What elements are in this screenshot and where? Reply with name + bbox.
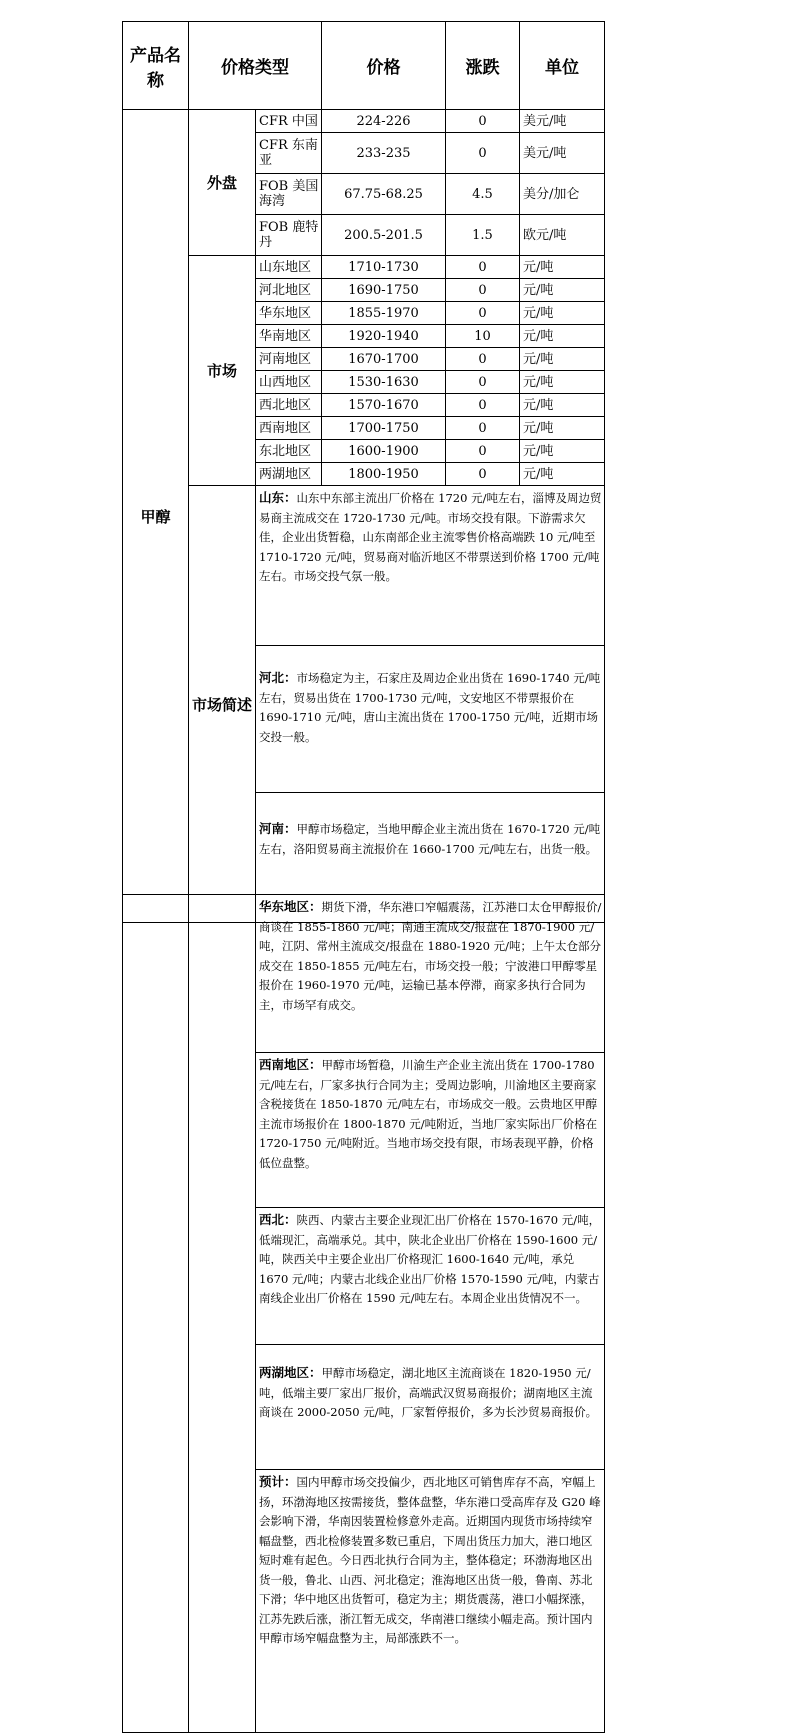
table-row xyxy=(123,110,605,133)
row-change: 0 xyxy=(446,302,520,325)
header-change: 涨跌 xyxy=(446,22,520,110)
methanol-summary-continued xyxy=(122,894,605,1733)
row-type: 西北地区 xyxy=(256,394,322,417)
summary-entry-shandong xyxy=(256,486,605,646)
row-type: FOB 美国海湾 xyxy=(256,174,322,215)
row-change: 0 xyxy=(446,256,520,279)
header-product: 产品名称 xyxy=(123,22,189,110)
row-type: CFR 中国 xyxy=(256,110,322,133)
header-price-type: 价格类型 xyxy=(189,22,322,110)
row-unit: 元/吨 xyxy=(520,417,605,440)
row-type: 华南地区 xyxy=(256,325,322,348)
summary-entry-lianghu xyxy=(256,1345,605,1470)
row-type: 河南地区 xyxy=(256,348,322,371)
row-unit: 元/吨 xyxy=(520,440,605,463)
summary-region: 河北： xyxy=(259,670,297,685)
summary-region: 西南地区： xyxy=(259,1057,322,1072)
empty-product-cell xyxy=(123,895,189,1733)
row-change: 0 xyxy=(446,417,520,440)
row-unit: 元/吨 xyxy=(520,394,605,417)
summary-text: 山东中东部主流出厂价格在 1720 元/吨左右，淄博及周边贸易商主流成交在 1720-1730 元/吨。市场交投有限。下游需求欠佳，企业出货暂稳，山东南部企业主流零售价格高端跌 10 元/吨至 1710-1720 元/吨，贸易商对临沂地区不带票送到价格 1700 元/吨左右。市场交投气氛一般。 xyxy=(259,491,602,583)
summary-text: 国内甲醇市场交投偏少，西北地区可销售库存不高，窄幅上扬，环渤海地区按需接货，整体盘整，华东港口受高库存及 G20 峰会影响下滑，华南因装置检修意外走高。近期国内现货市场持续窄幅盘整，西北检修装置多数已重启，下周出货压力加大，港口地区短时难有起色。今日西北执行合同为主，整体稳定；环渤海地区出货一般，鲁北、山西、河北稳定；淮海地区出货一般，鲁南、苏北下滑；华中地区出货暂可，稳定为主；期货震荡，港口小幅探涨，江苏先跌后涨，浙江暂无成交，华南港口继续小幅走高。预计国内甲醇市场窄幅盘整为主，局部涨跌不一。 xyxy=(259,1475,601,1645)
row-unit: 元/吨 xyxy=(520,256,605,279)
row-price: 224-226 xyxy=(322,110,446,133)
row-change: 0 xyxy=(446,279,520,302)
row-price: 1690-1750 xyxy=(322,279,446,302)
row-unit: 元/吨 xyxy=(520,348,605,371)
row-unit: 美元/吨 xyxy=(520,133,605,174)
summary-text: 市场稳定为主，石家庄及周边企业出货在 1690-1740 元/吨左右，贸易出货在 1700-1730 元/吨，文安地区不带票报价在 1690-1710 元/吨，唐山主流出货在 1700-1750 元/吨，近期市场交投一般。 xyxy=(259,671,601,744)
row-price: 1530-1630 xyxy=(322,371,446,394)
row-price: 1710-1730 xyxy=(322,256,446,279)
row-type: 山西地区 xyxy=(256,371,322,394)
summary-region: 预计： xyxy=(259,1474,297,1489)
row-price: 1570-1670 xyxy=(322,394,446,417)
header-unit: 单位 xyxy=(520,22,605,110)
row-type: FOB 鹿特丹 xyxy=(256,215,322,256)
summary-text: 甲醇市场稳定，湖北地区主流商谈在 1820-1950 元/吨，低端主要厂家出厂报价，高端武汉贸易商报价；湖南地区主流商谈在 2000-2050 元/吨，厂家暂停报价，多为长沙贸易商报价。 xyxy=(259,1366,598,1419)
summary-region: 山东： xyxy=(259,490,297,505)
row-unit: 元/吨 xyxy=(520,279,605,302)
row-change: 0 xyxy=(446,440,520,463)
summary-region: 华东地区： xyxy=(259,899,322,914)
empty-category-cell xyxy=(189,895,256,1733)
summary-entry-xibei xyxy=(256,1208,605,1345)
row-price: 1600-1900 xyxy=(322,440,446,463)
row-change: 0 xyxy=(446,371,520,394)
summary-entry-hebei xyxy=(256,646,605,793)
summary-region: 河南： xyxy=(259,821,297,836)
row-change: 0 xyxy=(446,133,520,174)
summary-text: 期货下滑，华东港口窄幅震荡，江苏港口太仓甲醇报价/商谈在 1855-1860 元/吨；南通主流成交/报盘在 1870-1900 元/吨，江阴、常州主流成交/报盘在 1880-1920 元/吨；上午太仓部分成交在 1850-1855 元/吨左右，市场交投一般；宁波港口甲醇零星报价在 1960-1970 元/吨，运输已基本停滞，商家多执行合同为主，市场罕有成交。 xyxy=(259,900,602,1012)
category-external: 外盘 xyxy=(189,110,256,256)
row-price: 1670-1700 xyxy=(322,348,446,371)
summary-entry-huadong xyxy=(256,895,605,1053)
row-price: 1855-1970 xyxy=(322,302,446,325)
header-row xyxy=(123,22,605,110)
row-unit: 美元/吨 xyxy=(520,110,605,133)
summary-text: 甲醇市场稳定，当地甲醇企业主流出货在 1670-1720 元/吨左右，洛阳贸易商主流报价在 1660-1700 元/吨左右，出货一般。 xyxy=(259,822,601,856)
row-change: 4.5 xyxy=(446,174,520,215)
row-change: 0 xyxy=(446,463,520,486)
row-unit: 欧元/吨 xyxy=(520,215,605,256)
row-unit: 美分/加仑 xyxy=(520,174,605,215)
summary-entry-xinan xyxy=(256,1053,605,1208)
category-summary: 市场简述 xyxy=(189,486,256,923)
row-unit: 元/吨 xyxy=(520,371,605,394)
row-change: 10 xyxy=(446,325,520,348)
row-change: 0 xyxy=(446,348,520,371)
row-type: 东北地区 xyxy=(256,440,322,463)
summary-row xyxy=(123,486,605,646)
summary-region: 西北： xyxy=(259,1212,297,1227)
row-type: 山东地区 xyxy=(256,256,322,279)
row-change: 0 xyxy=(446,110,520,133)
product-name: 甲醇 xyxy=(123,110,189,923)
row-unit: 元/吨 xyxy=(520,463,605,486)
summary-region: 两湖地区： xyxy=(259,1365,322,1380)
header-price: 价格 xyxy=(322,22,446,110)
row-type: 两湖地区 xyxy=(256,463,322,486)
row-price: 233-235 xyxy=(322,133,446,174)
table-row xyxy=(123,256,605,279)
row-price: 200.5-201.5 xyxy=(322,215,446,256)
row-price: 1920-1940 xyxy=(322,325,446,348)
row-unit: 元/吨 xyxy=(520,325,605,348)
row-price: 1800-1950 xyxy=(322,463,446,486)
row-price: 1700-1750 xyxy=(322,417,446,440)
row-type: CFR 东南亚 xyxy=(256,133,322,174)
row-type: 华东地区 xyxy=(256,302,322,325)
summary-entry-forecast xyxy=(256,1470,605,1733)
summary-text: 甲醇市场暂稳，川渝生产企业主流出货在 1700-1780 元/吨左右，厂家多执行合同为主；受周边影响，川渝地区主要商家含税接货在 1850-1870 元/吨左右，市场成交一般。云贵地区甲醇主流市场报价在 1800-1870 元/吨附近，当地厂家实际出厂价格在 1720-1750 元/吨附近。当地市场交投有限，市场表现平静，价格低位盘整。 xyxy=(259,1058,598,1170)
row-change: 1.5 xyxy=(446,215,520,256)
summary-row xyxy=(123,895,605,1053)
row-type: 河北地区 xyxy=(256,279,322,302)
methanol-price-table xyxy=(122,21,605,923)
row-price: 67.75-68.25 xyxy=(322,174,446,215)
category-market: 市场 xyxy=(189,256,256,486)
row-unit: 元/吨 xyxy=(520,302,605,325)
row-type: 西南地区 xyxy=(256,417,322,440)
row-change: 0 xyxy=(446,394,520,417)
summary-text: 陕西、内蒙古主要企业现汇出厂价格在 1570-1670 元/吨，低端现汇，高端承兑。其中，陕北企业出厂价格在 1590-1600 元/吨，陕西关中主要企业出厂价格现汇 1600-1640 元/吨，承兑 1670 元/吨；内蒙古北线企业出厂价格 1570-1590 元/吨，内蒙古南线企业出厂价格在 1590 元/吨左右。本周企业出货情况不一。 xyxy=(259,1213,601,1305)
